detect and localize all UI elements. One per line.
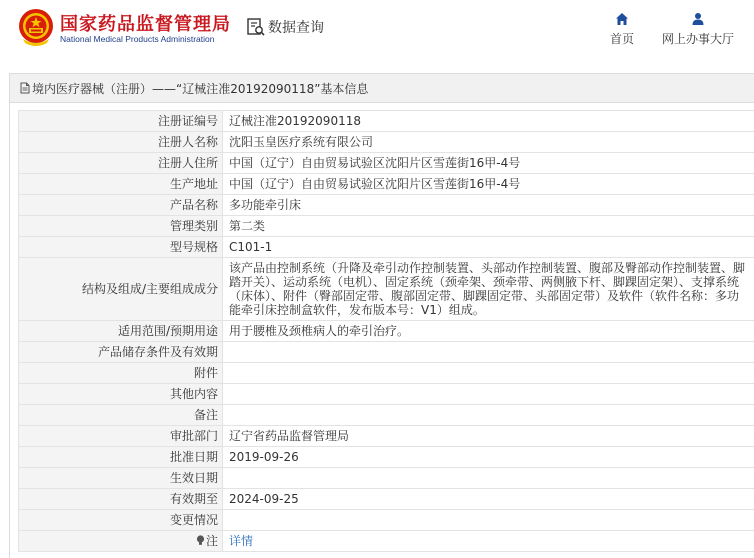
field-value (223, 468, 754, 489)
national-emblem-icon (17, 7, 55, 47)
site-logo-subtitle: National Medical Products Administration (60, 34, 215, 44)
note-label: 注 (205, 534, 218, 548)
table-row (19, 426, 754, 447)
table-row (19, 321, 754, 342)
field-label: 注册证编号 (19, 111, 223, 132)
field-label: 适用范围/预期用途 (19, 321, 223, 342)
field-label: 生效日期 (19, 468, 223, 489)
field-label-note (19, 531, 223, 552)
field-label: 附件 (19, 363, 223, 384)
panel-title (10, 74, 754, 103)
site-header (0, 0, 754, 58)
panel-title-text: 境内医疗器械（注册）——“辽械注准20192090118”基本信息 (32, 81, 369, 96)
field-label: 批准日期 (19, 447, 223, 468)
field-label: 产品名称 (19, 195, 223, 216)
field-value (223, 384, 754, 405)
table-row (19, 153, 754, 174)
field-value: 沈阳玉皇医疗系统有限公司 (223, 132, 754, 153)
document-icon (19, 82, 31, 94)
field-value (223, 531, 754, 552)
field-value (223, 405, 754, 426)
field-value: 第二类 (223, 216, 754, 237)
field-value: C101-1 (223, 237, 754, 258)
details-link[interactable]: 详情 (229, 534, 254, 548)
table-row (19, 489, 754, 510)
info-table (18, 110, 754, 552)
table-row (19, 363, 754, 384)
field-value: 辽宁省药品监督管理局 (223, 426, 754, 447)
field-label: 其他内容 (19, 384, 223, 405)
field-value: 2019-09-26 (223, 447, 754, 468)
site-logo-title[interactable]: 国家药品监督管理局 (60, 14, 231, 35)
field-label: 备注 (19, 405, 223, 426)
field-value: 多功能牵引床 (223, 195, 754, 216)
table-row (19, 216, 754, 237)
table-row (19, 447, 754, 468)
table-row (19, 174, 754, 195)
home-icon (615, 12, 629, 26)
table-row (19, 384, 754, 405)
field-value (223, 363, 754, 384)
table-row (19, 111, 754, 132)
table-row (19, 510, 754, 531)
table-row (19, 237, 754, 258)
table-row (19, 258, 754, 321)
nav-home-label: 首页 (609, 32, 634, 46)
field-label: 型号规格 (19, 237, 223, 258)
nav-online-service-hall[interactable] (660, 12, 736, 47)
field-value: 辽械注准20192090118 (223, 111, 754, 132)
field-label: 注册人住所 (19, 153, 223, 174)
field-value: 用于腰椎及颈椎病人的牵引治疗。 (223, 321, 754, 342)
data-query-label: 数据查询 (268, 20, 324, 36)
basic-info-panel (9, 73, 754, 558)
table-row (19, 531, 754, 552)
table-row (19, 405, 754, 426)
field-label: 管理类别 (19, 216, 223, 237)
table-row (19, 468, 754, 489)
field-label: 生产地址 (19, 174, 223, 195)
table-row (19, 195, 754, 216)
field-label: 注册人名称 (19, 132, 223, 153)
field-value: 该产品由控制系统（升降及牵引动作控制装置、头部动作控制装置、腹部及臀部动作控制装置、脚踏开关）、运动系统（电机）、固定系统（颈牵架、颈牵带、两侧腋下杆、脚踝固定架）、支撑系统（床体）、附件（臀部固定带、腹部固定带、脚踝固定带、头部固定带）及软件（软件名称：多功能牵引床控制盒软件，发布版本号：V1）组成。 (223, 258, 754, 321)
field-label: 结构及组成/主要组成成分 (19, 258, 223, 321)
field-label: 审批部门 (19, 426, 223, 447)
search-document-icon (246, 17, 266, 37)
field-value (223, 510, 754, 531)
table-row (19, 342, 754, 363)
field-value: 中国（辽宁）自由贸易试验区沈阳片区雪莲街16甲-4号 (223, 174, 754, 195)
nav-hall-label: 网上办事大厅 (661, 32, 734, 46)
field-label: 产品储存条件及有效期 (19, 342, 223, 363)
field-value: 2024-09-25 (223, 489, 754, 510)
field-value (223, 342, 754, 363)
user-icon (691, 12, 705, 26)
field-value: 中国（辽宁）自由贸易试验区沈阳片区雪莲街16甲-4号 (223, 153, 754, 174)
data-query-link[interactable] (246, 17, 324, 37)
table-row (19, 132, 754, 153)
lightbulb-icon (196, 535, 205, 546)
field-label: 有效期至 (19, 489, 223, 510)
nav-home[interactable] (608, 12, 636, 47)
field-label: 变更情况 (19, 510, 223, 531)
